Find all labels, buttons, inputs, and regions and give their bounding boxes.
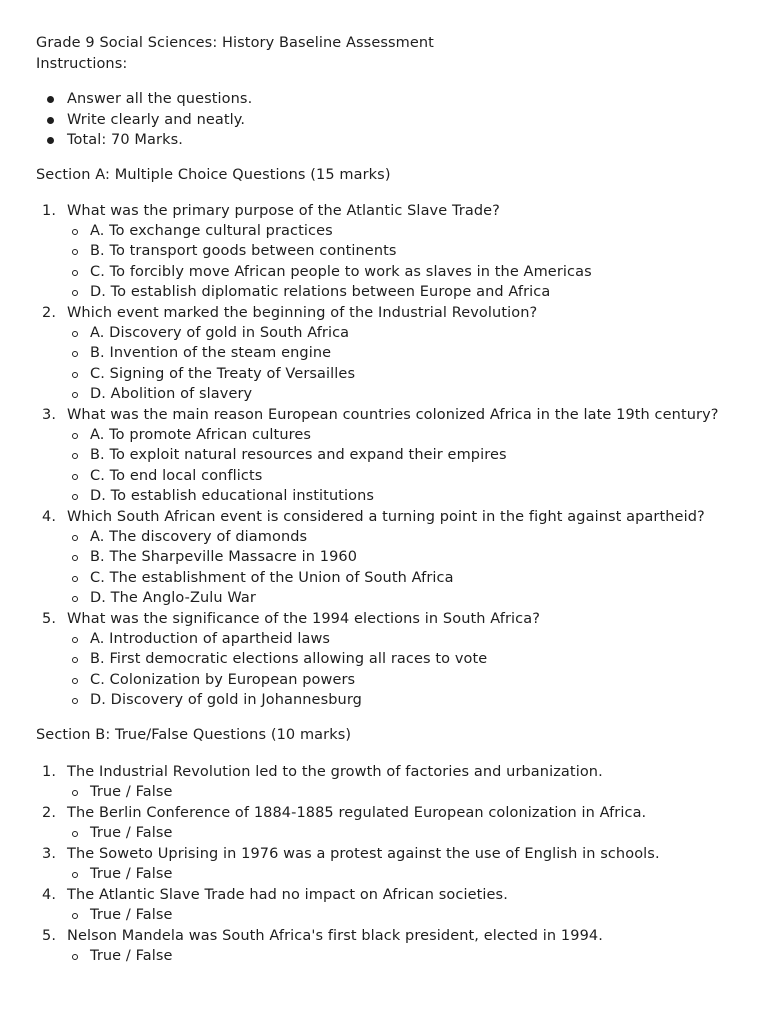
true-false-option: True / False [90, 866, 173, 883]
question-item [36, 201, 768, 303]
option-item [67, 905, 768, 926]
question-text: The Berlin Conference of 1884-1885 regulated European colonization in Africa. [67, 804, 647, 821]
option-item [67, 445, 768, 465]
option-item [67, 343, 768, 363]
option-item [67, 486, 768, 506]
section-b-heading: Section B: True/False Questions (10 marks) [36, 726, 352, 743]
question-number: 1. [42, 763, 57, 780]
question-item [36, 405, 768, 507]
question-number: 4. [42, 508, 57, 525]
circle-bullet-icon [72, 453, 78, 459]
bullet-icon [47, 137, 54, 144]
section-a-heading: Section A: Multiple Choice Questions (15 marks) [36, 166, 391, 183]
option-list [67, 782, 768, 803]
option-text: D. Discovery of gold in Johannesburg [90, 692, 362, 709]
question-text: Which event marked the beginning of the Industrial Revolution? [67, 304, 538, 321]
option-text: C. Signing of the Treaty of Versailles [90, 365, 356, 382]
question-number: 2. [42, 804, 57, 821]
circle-bullet-icon [72, 790, 78, 796]
circle-bullet-icon [72, 392, 78, 398]
circle-bullet-icon [72, 913, 78, 919]
option-item [67, 425, 768, 445]
true-false-option: True / False [90, 907, 173, 924]
option-text: B. To exploit natural resources and expand their empires [90, 447, 507, 464]
question-number: 3. [42, 845, 57, 862]
question-item [36, 303, 768, 405]
circle-bullet-icon [72, 494, 78, 500]
circle-bullet-icon [72, 678, 78, 684]
instructions-label: Instructions: [36, 56, 128, 72]
option-item [67, 241, 768, 261]
question-number: 5. [42, 610, 57, 627]
option-item [67, 629, 768, 649]
question-number: 4. [42, 886, 57, 903]
circle-bullet-icon [72, 249, 78, 255]
option-item [67, 568, 768, 588]
circle-bullet-icon [72, 535, 78, 541]
option-text: A. The discovery of diamonds [90, 529, 308, 545]
bullet-icon [47, 96, 54, 103]
circle-bullet-icon [72, 229, 78, 235]
option-item [67, 782, 768, 803]
option-text: C. To end local conflicts [90, 467, 263, 484]
circle-bullet-icon [72, 270, 78, 276]
option-text: A. To exchange cultural practices [90, 222, 333, 239]
instruction-text: Total: 70 Marks. [67, 132, 183, 148]
option-text: A. Introduction of apartheid laws [90, 631, 331, 648]
question-text: Which South African event is considered a turning point in the fight against apartheid? [67, 508, 705, 525]
document-title: Grade 9 Social Sciences: History Baseline Assessment [36, 35, 434, 51]
question-number: 1. [42, 202, 57, 219]
question-text: The Soweto Uprising in 1976 was a protest against the use of English in schools. [67, 845, 660, 862]
option-item [67, 690, 768, 710]
circle-bullet-icon [72, 954, 78, 960]
question-text: What was the primary purpose of the Atlantic Slave Trade? [67, 202, 500, 219]
instruction-item [36, 110, 768, 131]
section-a-questions [36, 201, 768, 711]
option-list [67, 946, 768, 967]
circle-bullet-icon [72, 331, 78, 337]
circle-bullet-icon [72, 637, 78, 643]
instruction-text: Answer all the questions. [67, 91, 253, 107]
option-text: D. To establish educational institutions [90, 488, 375, 505]
question-item [36, 926, 768, 967]
question-text: The Atlantic Slave Trade had no impact on African societies. [67, 886, 508, 903]
option-text: B. The Sharpeville Massacre in 1960 [90, 549, 358, 566]
option-list [67, 527, 768, 609]
option-item [67, 364, 768, 384]
option-text: B. To transport goods between continents [90, 243, 397, 260]
option-list [67, 323, 768, 405]
circle-bullet-icon [72, 596, 78, 602]
question-item [36, 885, 768, 926]
true-false-option: True / False [90, 784, 173, 801]
circle-bullet-icon [72, 831, 78, 837]
option-item [67, 221, 768, 241]
option-text: C. The establishment of the Union of South Africa [90, 569, 454, 586]
option-item [67, 864, 768, 885]
option-item [67, 262, 768, 282]
option-list [67, 905, 768, 926]
option-text: D. To establish diplomatic relations between Europe and Africa [90, 284, 551, 301]
option-list [67, 823, 768, 844]
option-list [67, 221, 768, 303]
question-text: What was the main reason European countries colonized Africa in the late 19th century? [67, 406, 719, 423]
question-item [36, 762, 768, 803]
option-text: A. To promote African cultures [90, 426, 312, 443]
option-item [67, 384, 768, 404]
circle-bullet-icon [72, 555, 78, 561]
circle-bullet-icon [72, 372, 78, 378]
circle-bullet-icon [72, 474, 78, 480]
circle-bullet-icon [72, 351, 78, 357]
option-text: A. Discovery of gold in South Africa [90, 324, 350, 341]
option-item [67, 649, 768, 669]
true-false-option: True / False [90, 948, 173, 965]
question-number: 3. [42, 406, 57, 423]
circle-bullet-icon [72, 433, 78, 439]
question-text: What was the significance of the 1994 elections in South Africa? [67, 610, 541, 627]
question-number: 2. [42, 304, 57, 321]
question-item [36, 803, 768, 844]
circle-bullet-icon [72, 698, 78, 704]
question-text: Nelson Mandela was South Africa's first black president, elected in 1994. [67, 927, 603, 944]
bullet-icon [47, 117, 54, 124]
question-item [36, 609, 768, 711]
question-text: The Industrial Revolution led to the growth of factories and urbanization. [67, 763, 603, 780]
option-item [67, 547, 768, 567]
circle-bullet-icon [72, 657, 78, 663]
option-list [67, 864, 768, 885]
question-number: 5. [42, 927, 57, 944]
option-text: D. Abolition of slavery [90, 386, 253, 403]
question-item [36, 844, 768, 885]
circle-bullet-icon [72, 290, 78, 296]
instruction-text: Write clearly and neatly. [67, 111, 246, 128]
option-list [67, 629, 768, 711]
true-false-option: True / False [90, 825, 173, 842]
option-text: B. First democratic elections allowing all races to vote [90, 651, 488, 668]
circle-bullet-icon [72, 576, 78, 582]
option-item [67, 527, 768, 547]
option-list [67, 425, 768, 507]
option-item [67, 466, 768, 486]
option-text: C. Colonization by European powers [90, 671, 356, 688]
option-item [67, 588, 768, 608]
option-item [67, 323, 768, 343]
option-item [67, 282, 768, 302]
option-item [67, 670, 768, 690]
instructions-list [36, 89, 768, 151]
circle-bullet-icon [72, 872, 78, 878]
option-item [67, 823, 768, 844]
option-text: C. To forcibly move African people to work as slaves in the Americas [90, 263, 592, 280]
option-text: D. The Anglo-Zulu War [90, 590, 256, 607]
section-b-questions [36, 762, 768, 967]
option-item [67, 946, 768, 967]
instruction-item [36, 130, 768, 151]
instruction-item [36, 89, 768, 110]
option-text: B. Invention of the steam engine [90, 345, 332, 362]
question-item [36, 507, 768, 609]
